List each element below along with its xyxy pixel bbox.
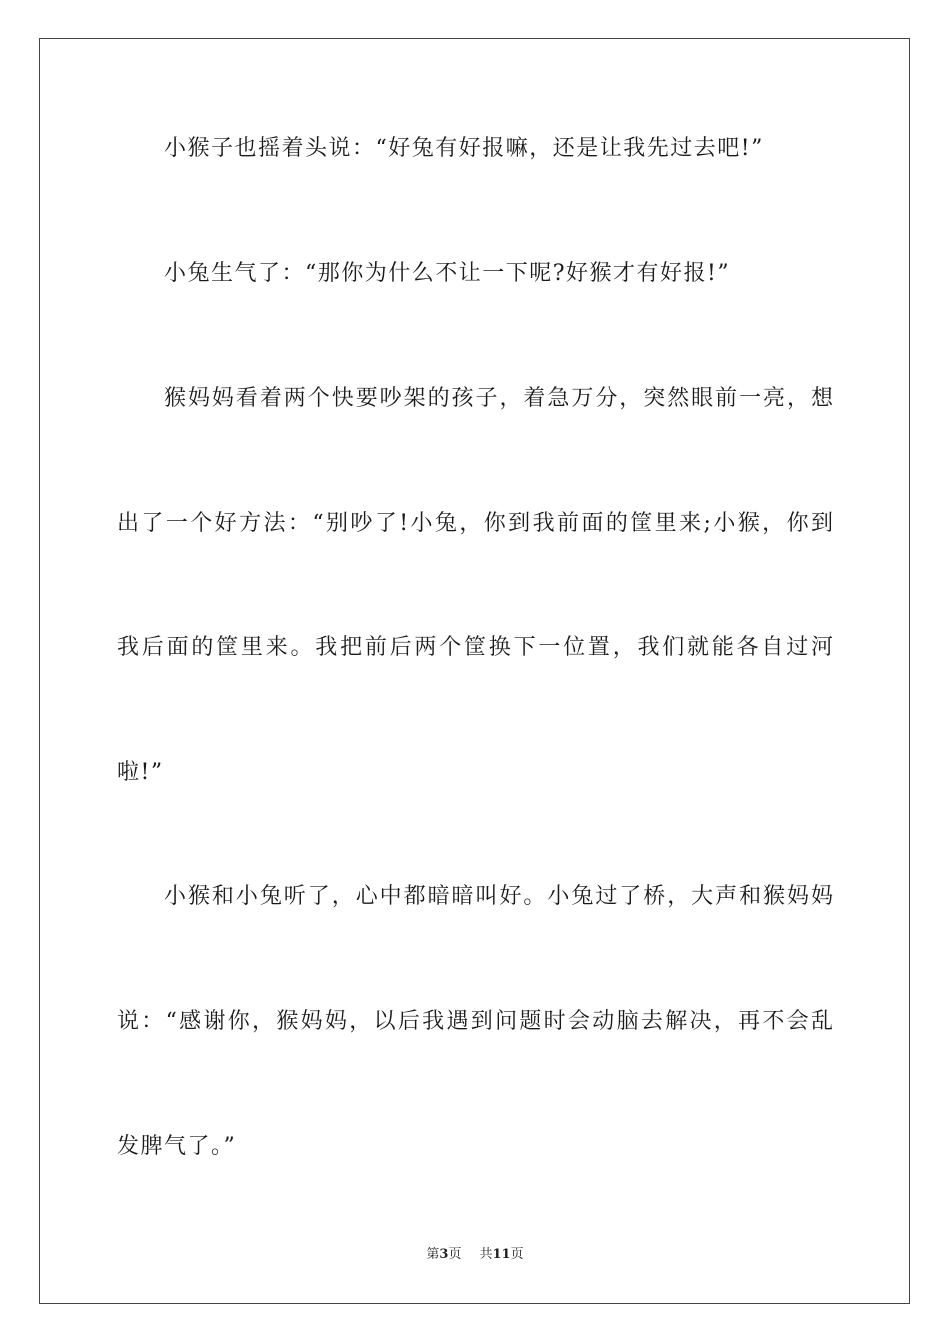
page-border [39,38,910,1304]
current-page-number: 3 [439,1247,449,1262]
paragraph-3-line-1: 猴妈妈看着两个快要吵架的孩子，着急万分，突然眼前一亮，想 [164,386,833,411]
page-label-suffix: 页 [448,1247,462,1262]
paragraph-2-line-1: 小兔生气了：“那你为什么不让一下呢?好猴才有好报!” [164,261,731,286]
page-footer [0,1246,950,1264]
paragraph-3-line-4: 啦!” [117,760,164,785]
paragraph-4-line-1: 小猴和小兔听了，心中都暗暗叫好。小兔过了桥，大声和猴妈妈 [164,884,833,909]
total-label-prefix: 共 [479,1247,493,1262]
paragraph-3-line-3: 我后面的筐里来。我把前后两个筐换下一位置，我们就能各自过河 [117,635,833,660]
paragraph-4-line-3: 发脾气了。” [117,1134,237,1159]
total-label-suffix: 页 [510,1247,524,1262]
paragraph-1-line-1: 小猴子也摇着头说：“好兔有好报嘛，还是让我先过去吧!” [164,136,764,161]
paragraph-4-line-2: 说：“感谢你，猴妈妈，以后我遇到问题时会动脑去解决，再不会乱 [117,1009,833,1034]
paragraph-3-line-2: 出了一个好方法：“别吵了!小兔，你到我前面的筐里来;小猴，你到 [117,511,833,536]
total-page-count: 11 [492,1247,511,1262]
page-label-prefix: 第 [426,1247,440,1262]
